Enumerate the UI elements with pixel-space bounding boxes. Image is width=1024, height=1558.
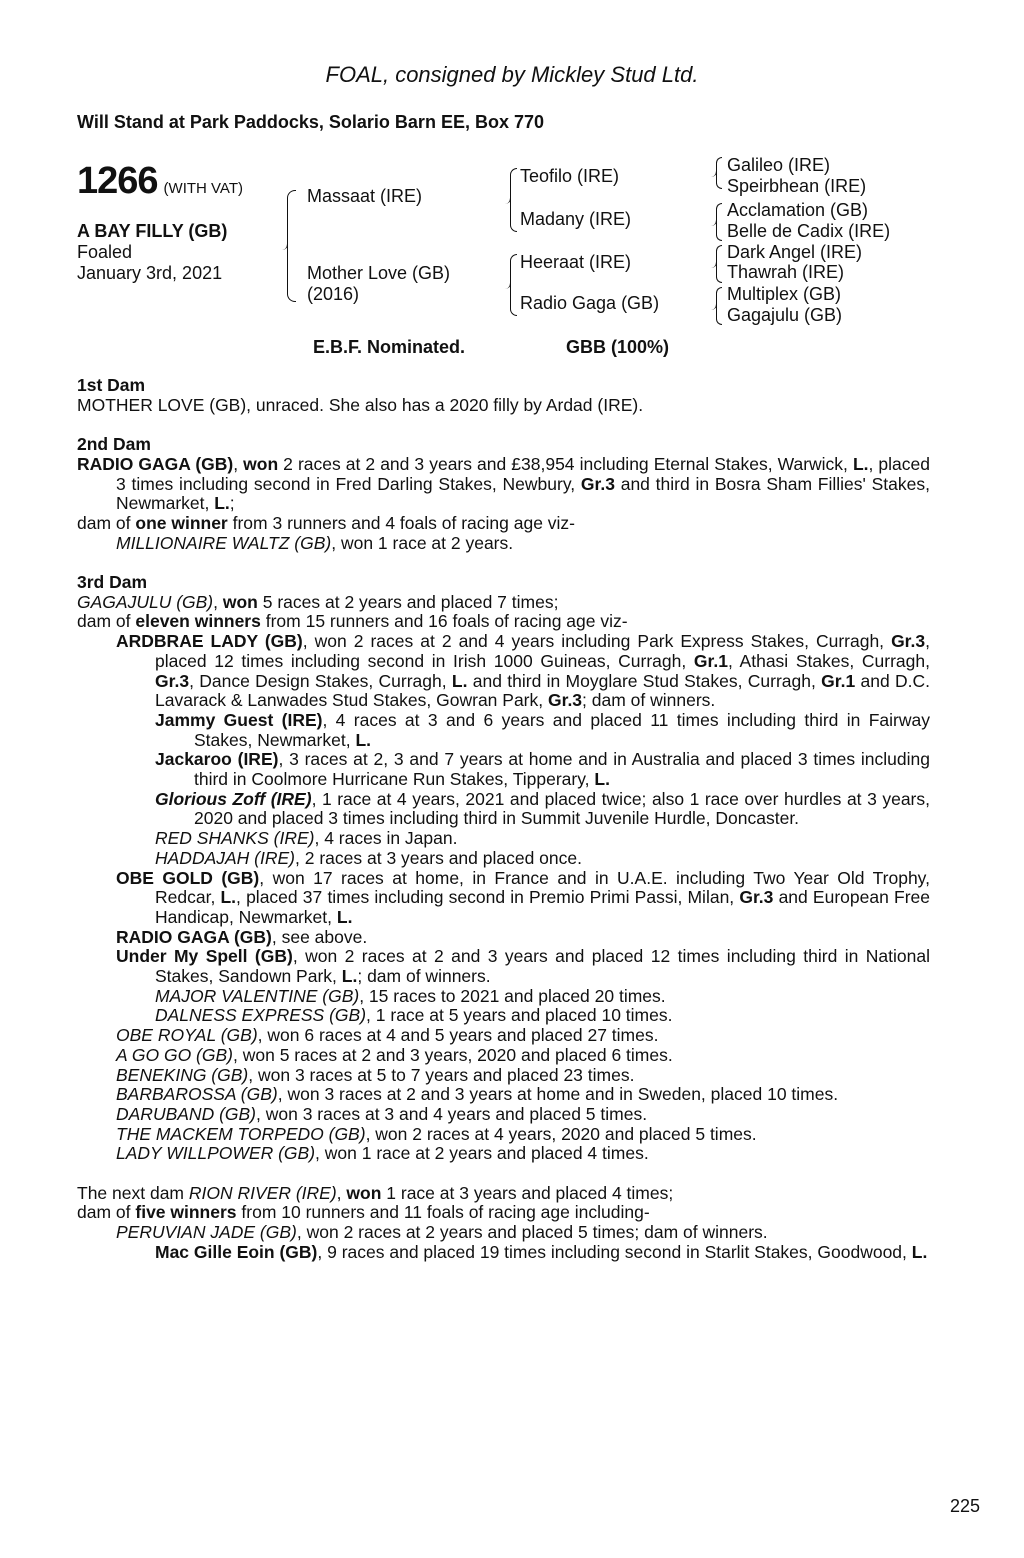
pedigree-brace bbox=[716, 203, 722, 241]
entry-text: , bbox=[336, 1182, 347, 1203]
highlighted-text: THE MACKEM TORPEDO (GB) bbox=[116, 1123, 366, 1144]
record-entry bbox=[77, 1243, 930, 1263]
entry-text: , 3 races at 2, 3 and 7 years at home and in Australia and placed 3 times including third in Coolmore Hurricane Run Stakes, Tipperary, bbox=[194, 749, 930, 790]
record-entry bbox=[77, 632, 930, 711]
entry-text: 2 races at 2 and 3 years and £38,954 including Eternal Stakes, Warwick, bbox=[278, 453, 853, 474]
record-entry bbox=[77, 514, 930, 534]
entry-text: from 15 runners and 16 foals of racing age viz- bbox=[260, 611, 628, 632]
record-entry bbox=[77, 593, 930, 613]
record-entry bbox=[77, 1026, 930, 1046]
highlighted-text: L. bbox=[355, 729, 372, 750]
entry-text: MOTHER LOVE (GB), unraced. She also has a 2020 filly by Ardad (IRE). bbox=[77, 394, 644, 415]
pedigree-brace bbox=[716, 287, 722, 325]
highlighted-text: won bbox=[222, 591, 258, 612]
entry-text: from 10 runners and 11 foals of racing age including- bbox=[236, 1202, 650, 1223]
entry-text: 1 race at 3 years and placed 4 times; bbox=[381, 1182, 674, 1203]
lot-number-value: 1266 bbox=[77, 160, 158, 202]
ancestor: Belle de Cadix (IRE) bbox=[727, 221, 891, 241]
record-entry bbox=[77, 534, 930, 554]
record-entry bbox=[77, 1203, 930, 1223]
record-entry bbox=[77, 869, 930, 928]
entry-text: , placed 12 times including second in Irish 1000 Guineas, Curragh, bbox=[155, 631, 930, 671]
record-entry bbox=[77, 1006, 930, 1026]
entry-text: , 4 races in Japan. bbox=[314, 828, 458, 849]
highlighted-text: L. bbox=[214, 493, 230, 514]
entry-text: , placed 3 times including second in Fred Darling Stakes, Newbury, bbox=[116, 453, 930, 494]
grandsire: Teofilo (IRE) bbox=[520, 166, 620, 186]
highlighted-text: RED SHANKS (IRE) bbox=[155, 828, 315, 849]
highlighted-text: OBE GOLD (GB) bbox=[116, 867, 260, 888]
record-entry bbox=[77, 947, 930, 986]
highlighted-text: Jackaroo (IRE) bbox=[155, 749, 279, 770]
consignor-title: FOAL, consigned by Mickley Stud Ltd. bbox=[325, 62, 699, 87]
record-entry bbox=[77, 790, 930, 829]
record-entry bbox=[77, 987, 930, 1007]
highlighted-text: won bbox=[346, 1182, 382, 1203]
highlighted-text: L. bbox=[911, 1241, 928, 1262]
entry-text: , 9 races and placed 19 times including second in Starlit Stakes, Goodwood, bbox=[317, 1241, 912, 1262]
entry-text: , won 17 races at home, in France and in U.A.E. including Two Year Old Trophy, Redcar, bbox=[155, 867, 930, 908]
pedigree-brace bbox=[716, 157, 722, 189]
highlighted-text: Mac Gille Eoin (GB) bbox=[155, 1241, 318, 1262]
pedigree-brace bbox=[510, 168, 517, 232]
highlighted-text: DARUBAND (GB) bbox=[116, 1103, 257, 1124]
entry-text: , 1 race at 4 years, 2021 and placed twice; also 1 race over hurdles at 3 years, 2020 and placed 3 times including third in Summit Juvenile Hurdle, Doncaster. bbox=[194, 788, 930, 829]
record-entry bbox=[77, 1184, 930, 1204]
entry-text: 5 races at 2 years and placed 7 times; bbox=[257, 591, 559, 612]
record-entry bbox=[77, 1105, 930, 1125]
entry-text: , Dance Design Stakes, Curragh, bbox=[189, 670, 452, 691]
ancestor: Galileo (IRE) bbox=[727, 155, 831, 175]
highlighted-text: Gr.3 bbox=[580, 473, 615, 494]
entry-text: , bbox=[233, 453, 244, 474]
dam-heading: 1st Dam bbox=[77, 375, 146, 395]
granddam: Radio Gaga (GB) bbox=[520, 293, 660, 313]
foaled-label: Foaled bbox=[77, 242, 133, 262]
highlighted-text: one winner bbox=[135, 512, 228, 533]
highlighted-text: Glorious Zoff (IRE) bbox=[155, 788, 312, 809]
dam-section bbox=[77, 1184, 930, 1263]
dam-heading: 2nd Dam bbox=[77, 434, 151, 455]
highlighted-text: RADIO GAGA (GB) bbox=[116, 926, 272, 947]
sire: Massaat (IRE) bbox=[307, 186, 423, 206]
record-entry bbox=[77, 711, 930, 750]
dam-year: (2016) bbox=[307, 284, 360, 304]
highlighted-text: LADY WILLPOWER (GB) bbox=[116, 1143, 316, 1164]
pedigree-brace bbox=[510, 254, 517, 316]
highlighted-text: A GO GO (GB) bbox=[116, 1044, 233, 1065]
grandsire: Heeraat (IRE) bbox=[520, 252, 632, 272]
foaled-date: January 3rd, 2021 bbox=[77, 263, 223, 283]
entry-text: and third in Bosra Sham Fillies' Stakes, Newmarket, bbox=[116, 473, 930, 514]
highlighted-text: Gr.3 bbox=[891, 631, 926, 652]
entry-text: , Athasi Stakes, Curragh, bbox=[727, 650, 930, 671]
highlighted-text: L. bbox=[594, 769, 610, 790]
entry-text: , 4 races at 3 and 6 years and placed 11 times including third in Fairway Stakes, Newmarket, bbox=[194, 709, 930, 750]
entry-text: , won 2 races at 2 years and placed 5 times; dam of winners. bbox=[296, 1222, 768, 1243]
highlighted-text: L. bbox=[336, 906, 353, 927]
entry-text: , won 1 race at 2 years and placed 4 times. bbox=[315, 1143, 649, 1164]
page-number: 225 bbox=[950, 1496, 981, 1516]
highlighted-text: L. bbox=[220, 887, 237, 908]
highlighted-text: Gr.1 bbox=[821, 670, 856, 691]
highlighted-text: GAGAJULU (GB) bbox=[77, 591, 214, 612]
entry-text: , 15 races to 2021 and placed 20 times. bbox=[359, 985, 666, 1006]
highlighted-text: BARBAROSSA (GB) bbox=[116, 1084, 278, 1105]
highlighted-text: L. bbox=[852, 453, 869, 474]
highlighted-text: DALNESS EXPRESS (GB) bbox=[155, 1005, 367, 1026]
entry-text: , won 3 races at 3 and 4 years and placed 5 times. bbox=[256, 1103, 648, 1124]
entry-text: , won 6 races at 4 and 5 years and placed 27 times. bbox=[257, 1025, 659, 1046]
entry-text: , won 2 races at 2 and 4 years including Park Express Stakes, Curragh, bbox=[302, 631, 892, 652]
dam-section bbox=[77, 435, 930, 553]
vat-label: (WITH VAT) bbox=[163, 180, 243, 197]
entry-text: from 3 runners and 4 foals of racing age viz- bbox=[227, 512, 576, 533]
highlighted-text: HADDAJAH (IRE) bbox=[155, 847, 296, 868]
record-entry bbox=[77, 455, 930, 514]
record-entry bbox=[77, 849, 930, 869]
granddam: Madany (IRE) bbox=[520, 209, 632, 229]
dam-heading: 3rd Dam bbox=[77, 572, 148, 592]
highlighted-text: Gr.3 bbox=[547, 690, 583, 711]
entry-text: dam of bbox=[77, 512, 136, 533]
ancestor: Speirbhean (IRE) bbox=[727, 176, 867, 196]
ancestor: Dark Angel (IRE) bbox=[727, 242, 863, 262]
entry-text: ; dam of winners. bbox=[582, 690, 716, 711]
entry-text: and D.C. Lavarack & Lanwades Stud Stakes, Gowran Park, bbox=[155, 670, 930, 711]
entry-text: , won 3 races at 2 and 3 years at home and in Sweden, placed 10 times. bbox=[277, 1084, 839, 1105]
ancestor: Gagajulu (GB) bbox=[727, 305, 843, 325]
record-entry bbox=[77, 750, 930, 789]
entry-text: and European Free Handicap, Newmarket, bbox=[155, 887, 930, 927]
highlighted-text: Jammy Guest (IRE) bbox=[155, 709, 323, 730]
record-entry bbox=[77, 1046, 930, 1066]
highlighted-text: ARDBRAE LADY (GB) bbox=[116, 631, 303, 652]
record-entry bbox=[77, 1223, 930, 1243]
pedigree-brace bbox=[716, 245, 722, 283]
entry-text: , won 2 races at 4 years, 2020 and placed 5 times. bbox=[365, 1123, 757, 1144]
highlighted-text: L. bbox=[341, 966, 358, 987]
record-entry bbox=[77, 928, 930, 948]
dam-section bbox=[77, 376, 930, 415]
highlighted-text: eleven winners bbox=[135, 611, 261, 632]
highlighted-text: MILLIONAIRE WALTZ (GB) bbox=[116, 532, 332, 553]
entry-text: , see above. bbox=[271, 926, 368, 947]
stand-location: Will Stand at Park Paddocks, Solario Barn EE, Box 770 bbox=[77, 112, 544, 132]
highlighted-text: Gr.1 bbox=[693, 650, 728, 671]
record-entry bbox=[77, 612, 930, 632]
highlighted-text: Gr.3 bbox=[155, 670, 190, 691]
gbb-note: GBB (100%) bbox=[566, 337, 670, 357]
highlighted-text: L. bbox=[451, 670, 468, 691]
entry-text: , won 2 races at 2 and 3 years and placed 12 times including third in National Stakes, Sandown Park, bbox=[155, 946, 930, 987]
entry-text: , won 1 race at 2 years. bbox=[331, 532, 514, 553]
entry-text: , won 3 races at 5 to 7 years and placed 23 times. bbox=[248, 1064, 635, 1085]
record-entry bbox=[77, 829, 930, 849]
highlighted-text: PERUVIAN JADE (GB) bbox=[116, 1222, 297, 1243]
highlighted-text: RADIO GAGA (GB) bbox=[77, 453, 234, 474]
highlighted-text: Under My Spell (GB) bbox=[116, 946, 293, 967]
dam: Mother Love (GB) bbox=[307, 263, 451, 283]
record-entry bbox=[77, 1125, 930, 1145]
lot-number bbox=[77, 160, 243, 203]
highlighted-text: MAJOR VALENTINE (GB) bbox=[155, 985, 360, 1006]
record-entry bbox=[77, 396, 930, 416]
entry-text: dam of bbox=[77, 1202, 136, 1223]
entry-text: and third in Moyglare Stud Stakes, Curragh, bbox=[467, 670, 822, 691]
record-entry bbox=[77, 1144, 930, 1164]
ancestor: Acclamation (GB) bbox=[727, 200, 869, 220]
entry-text: dam of bbox=[77, 611, 136, 632]
entry-text: The next dam bbox=[77, 1182, 189, 1203]
dam-section bbox=[77, 573, 930, 1164]
entry-text: , won 5 races at 2 and 3 years, 2020 and placed 6 times. bbox=[233, 1044, 673, 1065]
highlighted-text: Gr.3 bbox=[739, 887, 774, 908]
lot-name: A BAY FILLY (GB) bbox=[77, 221, 228, 241]
record-entry bbox=[77, 1066, 930, 1086]
highlighted-text: BENEKING (GB) bbox=[116, 1064, 249, 1085]
entry-text: ; bbox=[229, 493, 235, 514]
ancestor: Multiplex (GB) bbox=[727, 284, 842, 304]
entry-text: ; dam of winners. bbox=[357, 966, 491, 987]
entry-text: , 2 races at 3 years and placed once. bbox=[295, 847, 582, 868]
highlighted-text: five winners bbox=[135, 1202, 237, 1223]
highlighted-text: OBE ROYAL (GB) bbox=[116, 1025, 258, 1046]
highlighted-text: won bbox=[243, 453, 279, 474]
entry-text: , placed 37 times including second in Premio Primi Passi, Milan, bbox=[236, 887, 740, 908]
ancestor: Thawrah (IRE) bbox=[727, 262, 845, 282]
dam-history bbox=[77, 376, 930, 1263]
highlighted-text: RION RIVER (IRE) bbox=[188, 1182, 337, 1203]
record-entry bbox=[77, 1085, 930, 1105]
entry-text: , bbox=[213, 591, 223, 612]
pedigree-brace bbox=[287, 190, 296, 302]
ebf-note: E.B.F. Nominated. bbox=[313, 337, 466, 357]
entry-text: , 1 race at 5 years and placed 10 times. bbox=[366, 1005, 673, 1026]
